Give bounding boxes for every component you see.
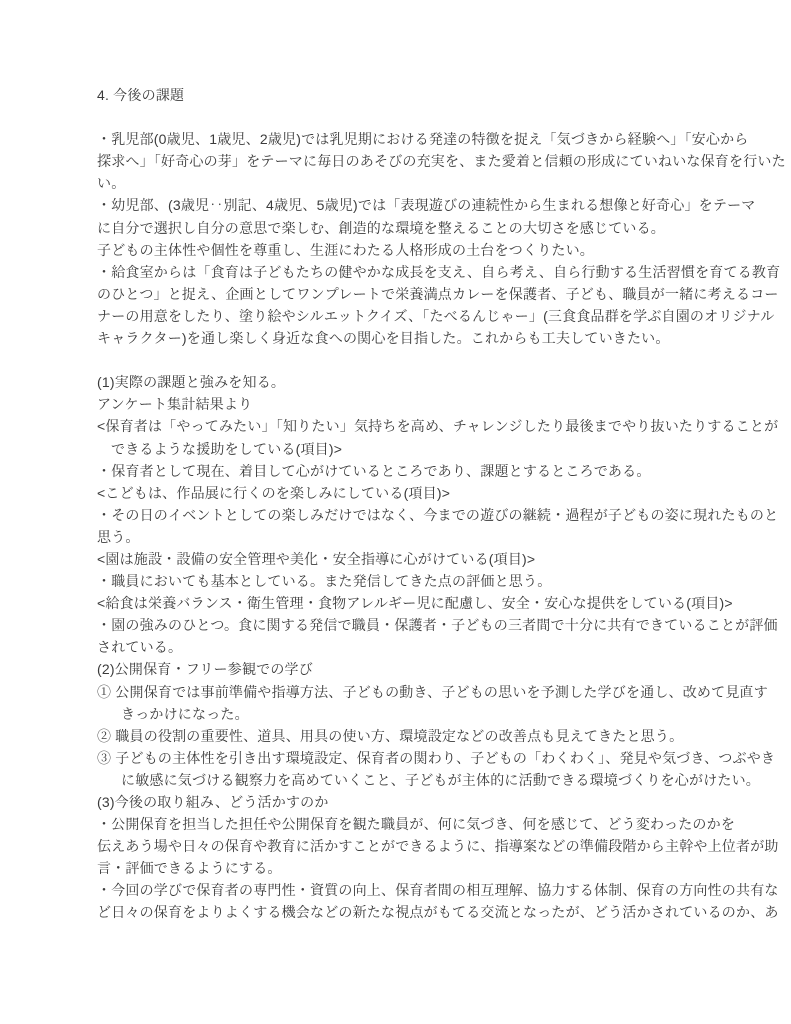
text-line: ② 職員の役割の重要性、道具、用具の使い方、環境設定などの改善点も見えてきたと思う。 xyxy=(97,727,684,744)
text-line: 言・評価できるようにする。 xyxy=(97,860,282,877)
text-line: ・乳児部(0歳児、1歳児、2歳児)では乳児期における発達の特徴を捉え「気づきから経験へ」「安心から xyxy=(97,131,749,148)
text-line: されている。 xyxy=(97,639,183,656)
blank-line xyxy=(97,349,757,371)
text-line: <保育者は「やってみたい」「知りたい」気持ちを高め、チャレンジしたり最後までやり抜いたりすることが xyxy=(97,418,779,435)
document-content xyxy=(97,84,786,924)
text-line: 子どもの主体性や個性を尊重し、生涯にわたる人格形成の土台をつくりたい。 xyxy=(97,241,594,258)
text-line: ・園の強みのひとつ。食に関する発信で職員・保護者・子どもの三者間で十分に共有できていることが評価 xyxy=(97,617,778,634)
text-line: (3)今後の取り組み、どう活かすのか xyxy=(97,794,329,810)
text-line: ・公開保育を担当した担任や公開保育を観た職員が、何に気づき、何を感じて、どう変わったのかを xyxy=(97,816,736,833)
text-line: に敏感に気づける観察力を高めていくこと、子どもが主体的に活動できる環境づくりを心がけたい。 xyxy=(121,771,760,788)
text-line: ・保育者として現在、着目して心がけているところであり、課題とするところである。 xyxy=(97,462,651,479)
blank-line xyxy=(97,106,757,128)
document-body xyxy=(97,106,786,923)
text-line: (2)公開保育・フリー参観での学び xyxy=(97,661,313,678)
text-line: 伝えあう場や日々の保育や教育に活かすことができるように、指導案などの準備段階から主幹や上位者が助 xyxy=(97,838,779,855)
text-line: ・今回の学びで保育者の専門性・資質の向上、保育者間の相互理解、協力する体制、保育の方向性の共有な xyxy=(97,882,779,899)
text-line: <こどもは、作品展に行くのを楽しみにしている(項目)> xyxy=(97,484,451,501)
text-line: ・給食室からは「食育は子どもたちの健やかな成長を支え、自ら考え、自ら行動する生活習慣を育てる教育 xyxy=(97,263,781,280)
text-line: キャラクター)を通し楽しく身近な食への関心を目指した。これからも工夫していきたい。 xyxy=(97,330,670,347)
text-line: ③ 子どもの主体性を引き出す環境設定、保育者の関わり、子どもの「わくわく」、発見や気づき、つぶやき xyxy=(97,749,776,766)
text-line: のひとつ」と捉え、企画としてワンプレートで栄養満点カレーを保護者、子ども、職員が一緒に考えるコー xyxy=(97,285,779,302)
text-line: ナーの用意をしたり、塗り絵やシルエットクイズ、「たべるんじゃー」(三食食品群を学ぶ自園のオリジナル xyxy=(97,307,775,324)
text-line: ど日々の保育をよりよくする機会などの新たな視点がもてる交流となったが、どう活かされているのか、あ xyxy=(97,904,779,921)
text-line: <給食は栄養バランス・衛生管理・食物アレルギー児に配慮し、安全・安心な提供をしている(項目)> xyxy=(97,595,733,612)
text-line: ・その日のイベントとしての楽しみだけではなく、今までの遊びの継続・過程が子どもの姿に現れたものと xyxy=(97,506,779,523)
text-line: (1)実際の課題と強みを知る。 xyxy=(97,374,286,391)
text-line: アンケート集計結果より xyxy=(97,396,253,413)
text-line: きっかけになった。 xyxy=(121,705,249,722)
text-line: い。 xyxy=(97,175,126,192)
text-line: 思う。 xyxy=(97,528,140,545)
text-line: ① 公開保育では事前準備や指導方法、子どもの動き、子どもの思いを予測した学びを通し、改めて見直す xyxy=(97,683,768,700)
text-line: ・幼児部、(3歳児‥別記、4歳児、5歳児)では「表現遊びの連続性から生まれる想像と好奇心」をテーマ xyxy=(97,197,756,214)
page-title: 4. 今後の課題 xyxy=(97,87,185,103)
text-line: <園は施設・設備の安全管理や美化・安全指導に心がけている(項目)> xyxy=(97,550,536,567)
text-line: に自分で選択し自分の意思で楽しむ、創造的な環境を整えることの大切さを感じている。 xyxy=(97,219,665,236)
text-line: ・職員においても基本としている。また発信してきた点の評価と思う。 xyxy=(97,573,552,590)
text-line: 探求へ」「好奇心の芽」をテーマに毎日のあそびの充実を、また愛着と信頼の形成にていねいな保育を行いた xyxy=(97,153,786,170)
text-line: できるような援助をしている(項目)> xyxy=(111,440,343,457)
